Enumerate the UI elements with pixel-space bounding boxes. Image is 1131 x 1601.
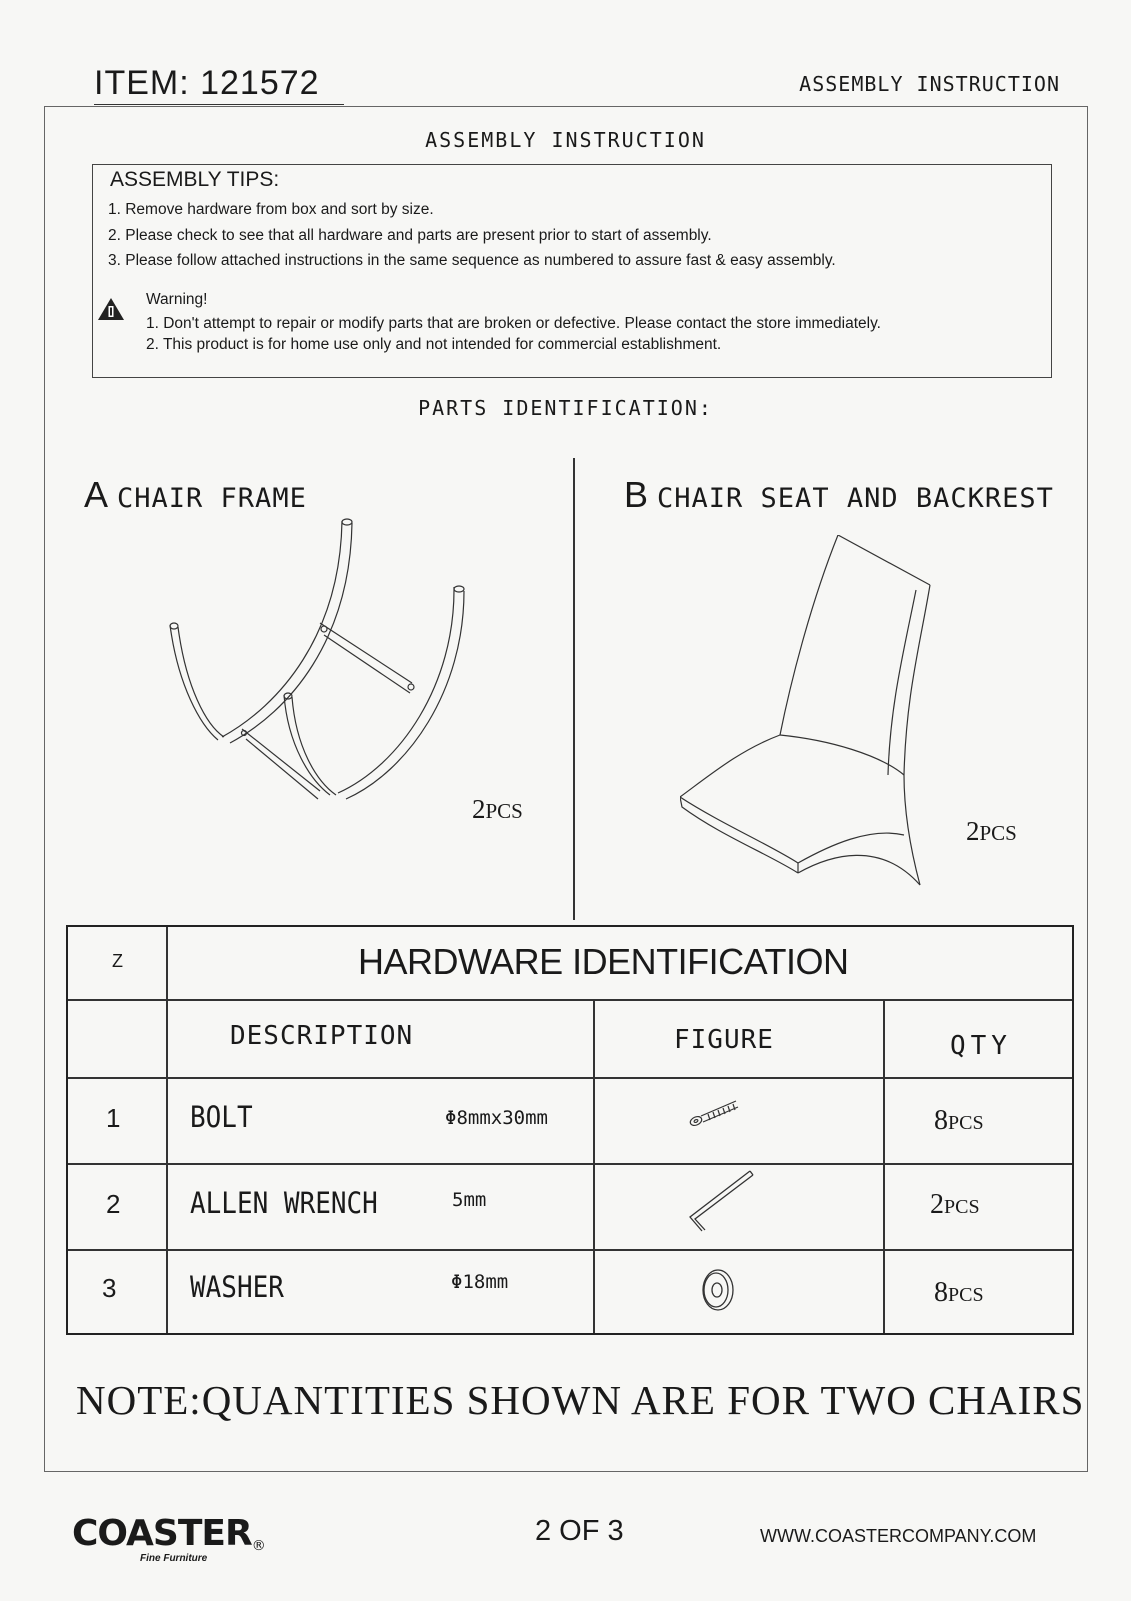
tip-item: 2. Please check to see that all hardware and parts are present prior to start of assembly. — [108, 227, 712, 244]
part-a-qty-num: 2 — [472, 794, 486, 824]
part-a-name: CHAIR FRAME — [117, 483, 307, 514]
hardware-title: HARDWARE IDENTIFICATION — [358, 941, 849, 982]
part-b-label — [624, 474, 1054, 516]
header-label: ASSEMBLY INSTRUCTION — [799, 72, 1060, 96]
website-url: WWW.COASTERCOMPANY.COM — [760, 1526, 1037, 1546]
parts-title: PARTS IDENTIFICATION: — [418, 396, 713, 420]
row-spec: Φ8mmx30mm — [445, 1107, 548, 1129]
row-spec: 5mm — [452, 1189, 487, 1211]
row-qty-unit: PCS — [948, 1284, 984, 1306]
row-qty-unit: PCS — [944, 1196, 980, 1218]
row-qty — [934, 1277, 984, 1309]
warning-item: 2. This product is for home use only and not intended for commercial establishment. — [146, 336, 722, 353]
chair-seat-illustration — [680, 535, 950, 905]
logo-text: COASTER — [72, 1513, 252, 1554]
part-b-qty — [966, 816, 1017, 847]
allen-wrench-icon — [680, 1167, 756, 1237]
item-underline — [94, 104, 344, 105]
tip-item: 3. Please follow attached instructions in the same sequence as numbered to assure fast & easy assembly. — [108, 252, 836, 269]
item-number: ITEM: 121572 — [94, 64, 320, 102]
bolt-icon — [688, 1097, 744, 1131]
parts-divider — [573, 458, 575, 920]
col-qty: QTY — [950, 1031, 1012, 1061]
part-b-qty-unit: PCS — [979, 821, 1017, 845]
row-qty — [930, 1189, 980, 1221]
col-figure: FIGURE — [674, 1025, 774, 1055]
warning-title: Warning! — [146, 291, 208, 308]
part-a-label — [84, 474, 307, 516]
logo-tagline: Fine Furniture — [140, 1553, 208, 1564]
col-description: DESCRIPTION — [230, 1021, 414, 1051]
tip-item: 1. Remove hardware from box and sort by size. — [108, 201, 434, 218]
row-number: 3 — [102, 1273, 117, 1303]
washer-icon — [698, 1267, 738, 1313]
chair-frame-illustration — [160, 515, 480, 830]
row-qty-unit: PCS — [948, 1112, 984, 1134]
warning-item: 1. Don't attempt to repair or modify parts that are broken or defective. Please contact the store immediately. — [146, 315, 881, 332]
row-qty-num: 2 — [930, 1189, 944, 1220]
row-qty-num: 8 — [934, 1277, 948, 1308]
quantity-note: NOTE:QUANTITIES SHOWN ARE FOR TWO CHAIRS — [76, 1377, 1085, 1423]
hardware-table — [66, 925, 1074, 1335]
part-a-letter: A — [84, 474, 110, 515]
row-qty — [934, 1105, 984, 1137]
row-qty-num: 8 — [934, 1105, 948, 1136]
part-a-qty-unit: PCS — [485, 799, 523, 823]
tips-title: ASSEMBLY TIPS: — [110, 168, 280, 191]
row-name: BOLT — [190, 1101, 253, 1135]
row-name: WASHER — [190, 1271, 284, 1305]
part-a-qty — [472, 794, 523, 825]
coaster-logo — [72, 1513, 265, 1554]
table-corner-label: Z — [112, 951, 123, 971]
logo-registered: ® — [251, 1538, 265, 1554]
row-number: 2 — [106, 1189, 121, 1219]
page-number: 2 OF 3 — [535, 1515, 624, 1547]
part-b-name: CHAIR SEAT AND BACKREST — [657, 483, 1054, 514]
row-name: ALLEN WRENCH — [190, 1187, 378, 1221]
row-spec: Φ18mm — [451, 1271, 509, 1293]
row-number: 1 — [106, 1103, 121, 1133]
part-b-qty-num: 2 — [966, 816, 980, 846]
section-title: ASSEMBLY INSTRUCTION — [425, 128, 706, 152]
part-b-letter: B — [624, 474, 650, 515]
warning-icon — [96, 296, 126, 322]
